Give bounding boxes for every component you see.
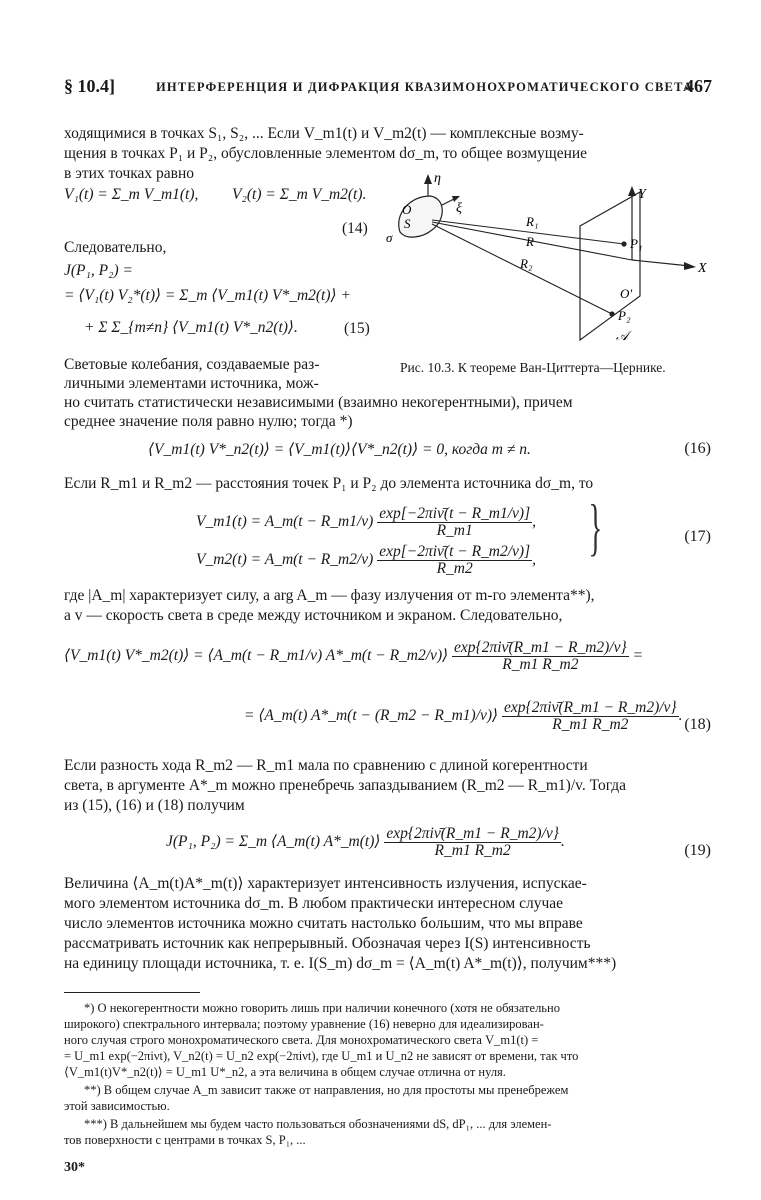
label-origin-o: O — [402, 202, 412, 217]
equation-number-17: (17) — [684, 528, 711, 545]
equation-number-18: (18) — [684, 716, 711, 733]
equation-15-line: = ⟨V₁(t) V₂*(t)⟩ = Σ_m ⟨V_m1(t) V*_m2(t)⟩ + — [64, 287, 351, 304]
paragraph-line: в этих точках равно — [64, 165, 195, 182]
fraction — [452, 640, 629, 673]
fraction-denominator: R_m1 — [436, 522, 473, 539]
fraction-denominator: R_m1 R_m2 — [434, 842, 511, 859]
running-title: ИНТЕРФЕРЕНЦИЯ И ДИФРАКЦИЯ КВАЗИМОНОХРОМАТИЧЕСКОГО СВЕТА — [156, 80, 694, 94]
fraction — [377, 506, 532, 539]
label-p1: P₁ — [630, 236, 643, 251]
consequently-text: Следовательно, — [64, 239, 167, 256]
right-brace-icon: } — [588, 491, 603, 562]
label-r2: R₂ — [520, 256, 533, 271]
paragraph-line: на единицу площади источника, т. е. I(S_m) dσ_m = ⟨A_m(t) A*_m(t)⟩, получим***) — [64, 955, 617, 972]
paragraph-line: где |A_m| характеризует силу, а arg A_m — фазу излучения от m-го элемента**), — [64, 587, 595, 604]
fraction-numerator: exp{2πiν̄(R_m1 − R_m2)/v} — [386, 825, 559, 842]
fraction-numerator: exp[−2πiν̄(t − R_m1/v)] — [379, 505, 531, 522]
fraction-numerator: exp[−2πiν̄(t − R_m2/v)] — [379, 543, 531, 560]
equation-17-lhs: V_m1(t) = A_m(t − R_m1/v) — [196, 513, 374, 531]
label-y: Y — [638, 187, 646, 202]
footnote-line: этой зависимостью. — [64, 1099, 170, 1113]
paragraph-line: личными элементами источника, мож- — [64, 375, 319, 392]
label-x: X — [698, 261, 707, 276]
equation-number-15: (15) — [344, 320, 370, 337]
equation-19: J(P₁, P₂) = Σ_m ⟨A_m(t) A*_m(t)⟩ $\frac{\text{exp\{2πiν̄(R\_m1 − R\_m2)/v\}}}{R\_m1 R\_m2}$ . — [166, 825, 565, 859]
fraction — [502, 700, 679, 733]
fraction — [377, 544, 532, 577]
equation-14-left: V₁(t) = Σ_m V_m1(t), — [64, 186, 199, 203]
paragraph-line: рассматривать источник как непрерывный. Обозначая через I(S) интенсивность — [64, 935, 591, 952]
equation-number-14: (14) — [342, 220, 368, 237]
label-s: S — [404, 216, 411, 231]
arrow-head-icon — [684, 262, 696, 270]
section-number: § 10.4] — [64, 76, 115, 96]
fraction — [384, 826, 561, 859]
label-sigma: σ — [386, 230, 393, 245]
equation-18-line1: ⟨V_m1(t) V*_m2(t)⟩ = ⟨A_m(t − R_m1/v) A*_m(t − R_m2/v)⟩ $\frac{\text{exp\{2πiν̄(R\_m1 − R\_m2)/v\}}}{R\_m1 R\_m2}$ = — [64, 639, 644, 673]
x-axis — [632, 260, 690, 266]
paragraph-line: а v — скорость света в среде между источником и экраном. Следовательно, — [64, 607, 563, 624]
equation-14-right: V₂(t) = Σ_m V_m2(t). — [232, 186, 367, 203]
fraction-numerator: exp{2πiν̄(R_m1 − R_m2)/v} — [454, 639, 627, 656]
paragraph-line: Световые колебания, создаваемые раз- — [64, 356, 320, 373]
footnote-line: тов поверхности с центрами в точках S, P₁, ... — [64, 1133, 306, 1147]
paragraph-line: Если разность хода R_m2 — R_m1 мала по сравнению с длиной когерентности — [64, 757, 588, 774]
paragraph-line: но считать статистически независимыми (взаимно некогерентными), причем — [64, 394, 573, 411]
page-number: 467 — [685, 76, 712, 96]
equation-17-lhs: V_m2(t) = A_m(t − R_m2/v) — [196, 551, 374, 569]
paragraph-line: света, в аргументе A*_m можно пренебречь запаздыванием (R_m2 — R_m1)/v. Тогда — [64, 777, 627, 794]
arrow-head-icon — [424, 174, 432, 184]
equation-18-lhs: ⟨V_m1(t) V*_m2(t)⟩ = ⟨A_m(t − R_m1/v) A*_m(t − R_m2/v)⟩ — [64, 647, 449, 665]
equation-18-line2: = ⟨A_m(t) A*_m(t − (R_m2 − R_m1)/v)⟩ $\frac{\text{exp\{2πiν̄(R\_m1 − R\_m2)/v\}}}{R\_m1 R\_m2}$ . — [244, 699, 683, 733]
label-screen-a: 𝒜 — [616, 328, 629, 343]
fraction-denominator: R_m1 R_m2 — [502, 656, 579, 673]
figure-10-3 — [380, 168, 720, 360]
paragraph-line: число элементов источника можно считать настолько большим, что мы вправе — [64, 915, 583, 932]
label-r1: R₁ — [526, 214, 539, 229]
equation-18-rhs: = ⟨A_m(t) A*_m(t − (R_m2 − R_m1)/v)⟩ — [244, 707, 499, 725]
paragraph-line: Если R_m1 и R_m2 — расстояния точек P₁ и P₂ до элемента источника dσ_m, то — [64, 475, 594, 492]
paragraph-line: среднее значение поля равно нулю; тогда *) — [64, 413, 353, 430]
paragraph-line: из (15), (16) и (18) получим — [64, 797, 245, 814]
paragraph-line: ходящимися в точках S₁, S₂, ... Если V_m1(t) и V_m2(t) — комплексные возму- — [64, 125, 584, 142]
fraction-denominator: R_m2 — [436, 560, 473, 577]
fraction-denominator: R_m1 R_m2 — [552, 716, 629, 733]
label-p2: P₂ — [618, 308, 631, 323]
paragraph-line: Величина ⟨A_m(t)A*_m(t)⟩ характеризует интенсивность излучения, испускае- — [64, 875, 587, 892]
running-header — [64, 76, 712, 100]
label-o-prime: O′ — [620, 286, 633, 301]
equation-number-19: (19) — [684, 842, 711, 859]
equation-17-line2: V_m2(t) = A_m(t − R_m2/v) $\frac{\text{exp[−2πiν̄(t − R\_m2/v)]}}{R\_m2}$ , — [196, 543, 536, 577]
footnote-line: *) О некогерентности можно говорить лишь при наличии конечного (хотя не обязательно — [84, 1001, 560, 1015]
point-p2 — [609, 311, 614, 316]
equation-17-line1: V_m1(t) = A_m(t − R_m1/v) $\frac{\text{exp[−2πiν̄(t − R\_m1/v)]}}{R\_m1}$ , — [196, 505, 536, 539]
paragraph-line: щения в точках P₁ и P₂, обусловленные элементом dσ_m, то общее возмущение — [64, 145, 588, 162]
label-eta: η — [434, 171, 441, 186]
equation-16: ⟨V_m1(t) V*_n2(t)⟩ = ⟨V_m1(t)⟩⟨V*_n2(t)⟩ = 0, когда m ≠ n. — [148, 441, 531, 458]
paragraph-line: мого элементом источника dσ_m. В любом практически интересном случае — [64, 895, 564, 912]
equation-15-line: J(P₁, P₂) = — [64, 262, 134, 279]
label-r: R — [526, 234, 534, 249]
footnote-line: **) В общем случае A_m зависит также от направления, но для простоты мы пренебрежем — [84, 1083, 569, 1097]
footnote-line: = U_m1 exp(−2πiνt), V_n2(t) = U_n2 exp(−2πiνt), где U_m1 и U_n2 не зависят от времени, так что — [64, 1049, 579, 1063]
point-p1 — [621, 241, 626, 246]
footnote-line: ***) В дальнейшем мы будем часто пользоваться обозначениями dS, dP₁, ... для элемен- — [84, 1117, 552, 1131]
footnote-line: ного случая строго монохроматического света. Для монохроматического света V_m1(t) = — [64, 1033, 539, 1047]
arrow-head-icon — [628, 186, 636, 196]
footnote-rule — [64, 992, 200, 993]
label-xi: ξ — [456, 201, 462, 216]
fraction-numerator: exp{2πiν̄(R_m1 − R_m2)/v} — [503, 699, 677, 716]
equation-number-16: (16) — [684, 440, 711, 457]
footnote-line: широкого) спектрального интервала; поэтому уравнение (16) неверно для идеализирован- — [64, 1017, 544, 1031]
equation-15-line: + Σ Σ_{m≠n} ⟨V_m1(t) V*_n2(t)⟩. — [84, 319, 298, 336]
equation-19-lhs: J(P₁, P₂) = Σ_m ⟨A_m(t) A*_m(t)⟩ — [166, 833, 381, 851]
screen-plane — [580, 192, 643, 340]
footnote-line: ⟨V_m1(t)V*_n2(t)⟩ = U_m1 U*_n2, а эта величина в общем случае отлична от нуля. — [64, 1065, 506, 1079]
figure-caption: Рис. 10.3. К теореме Ван-Циттерта—Цернике. — [400, 360, 666, 375]
sheet-signature: 30* — [64, 1160, 85, 1175]
